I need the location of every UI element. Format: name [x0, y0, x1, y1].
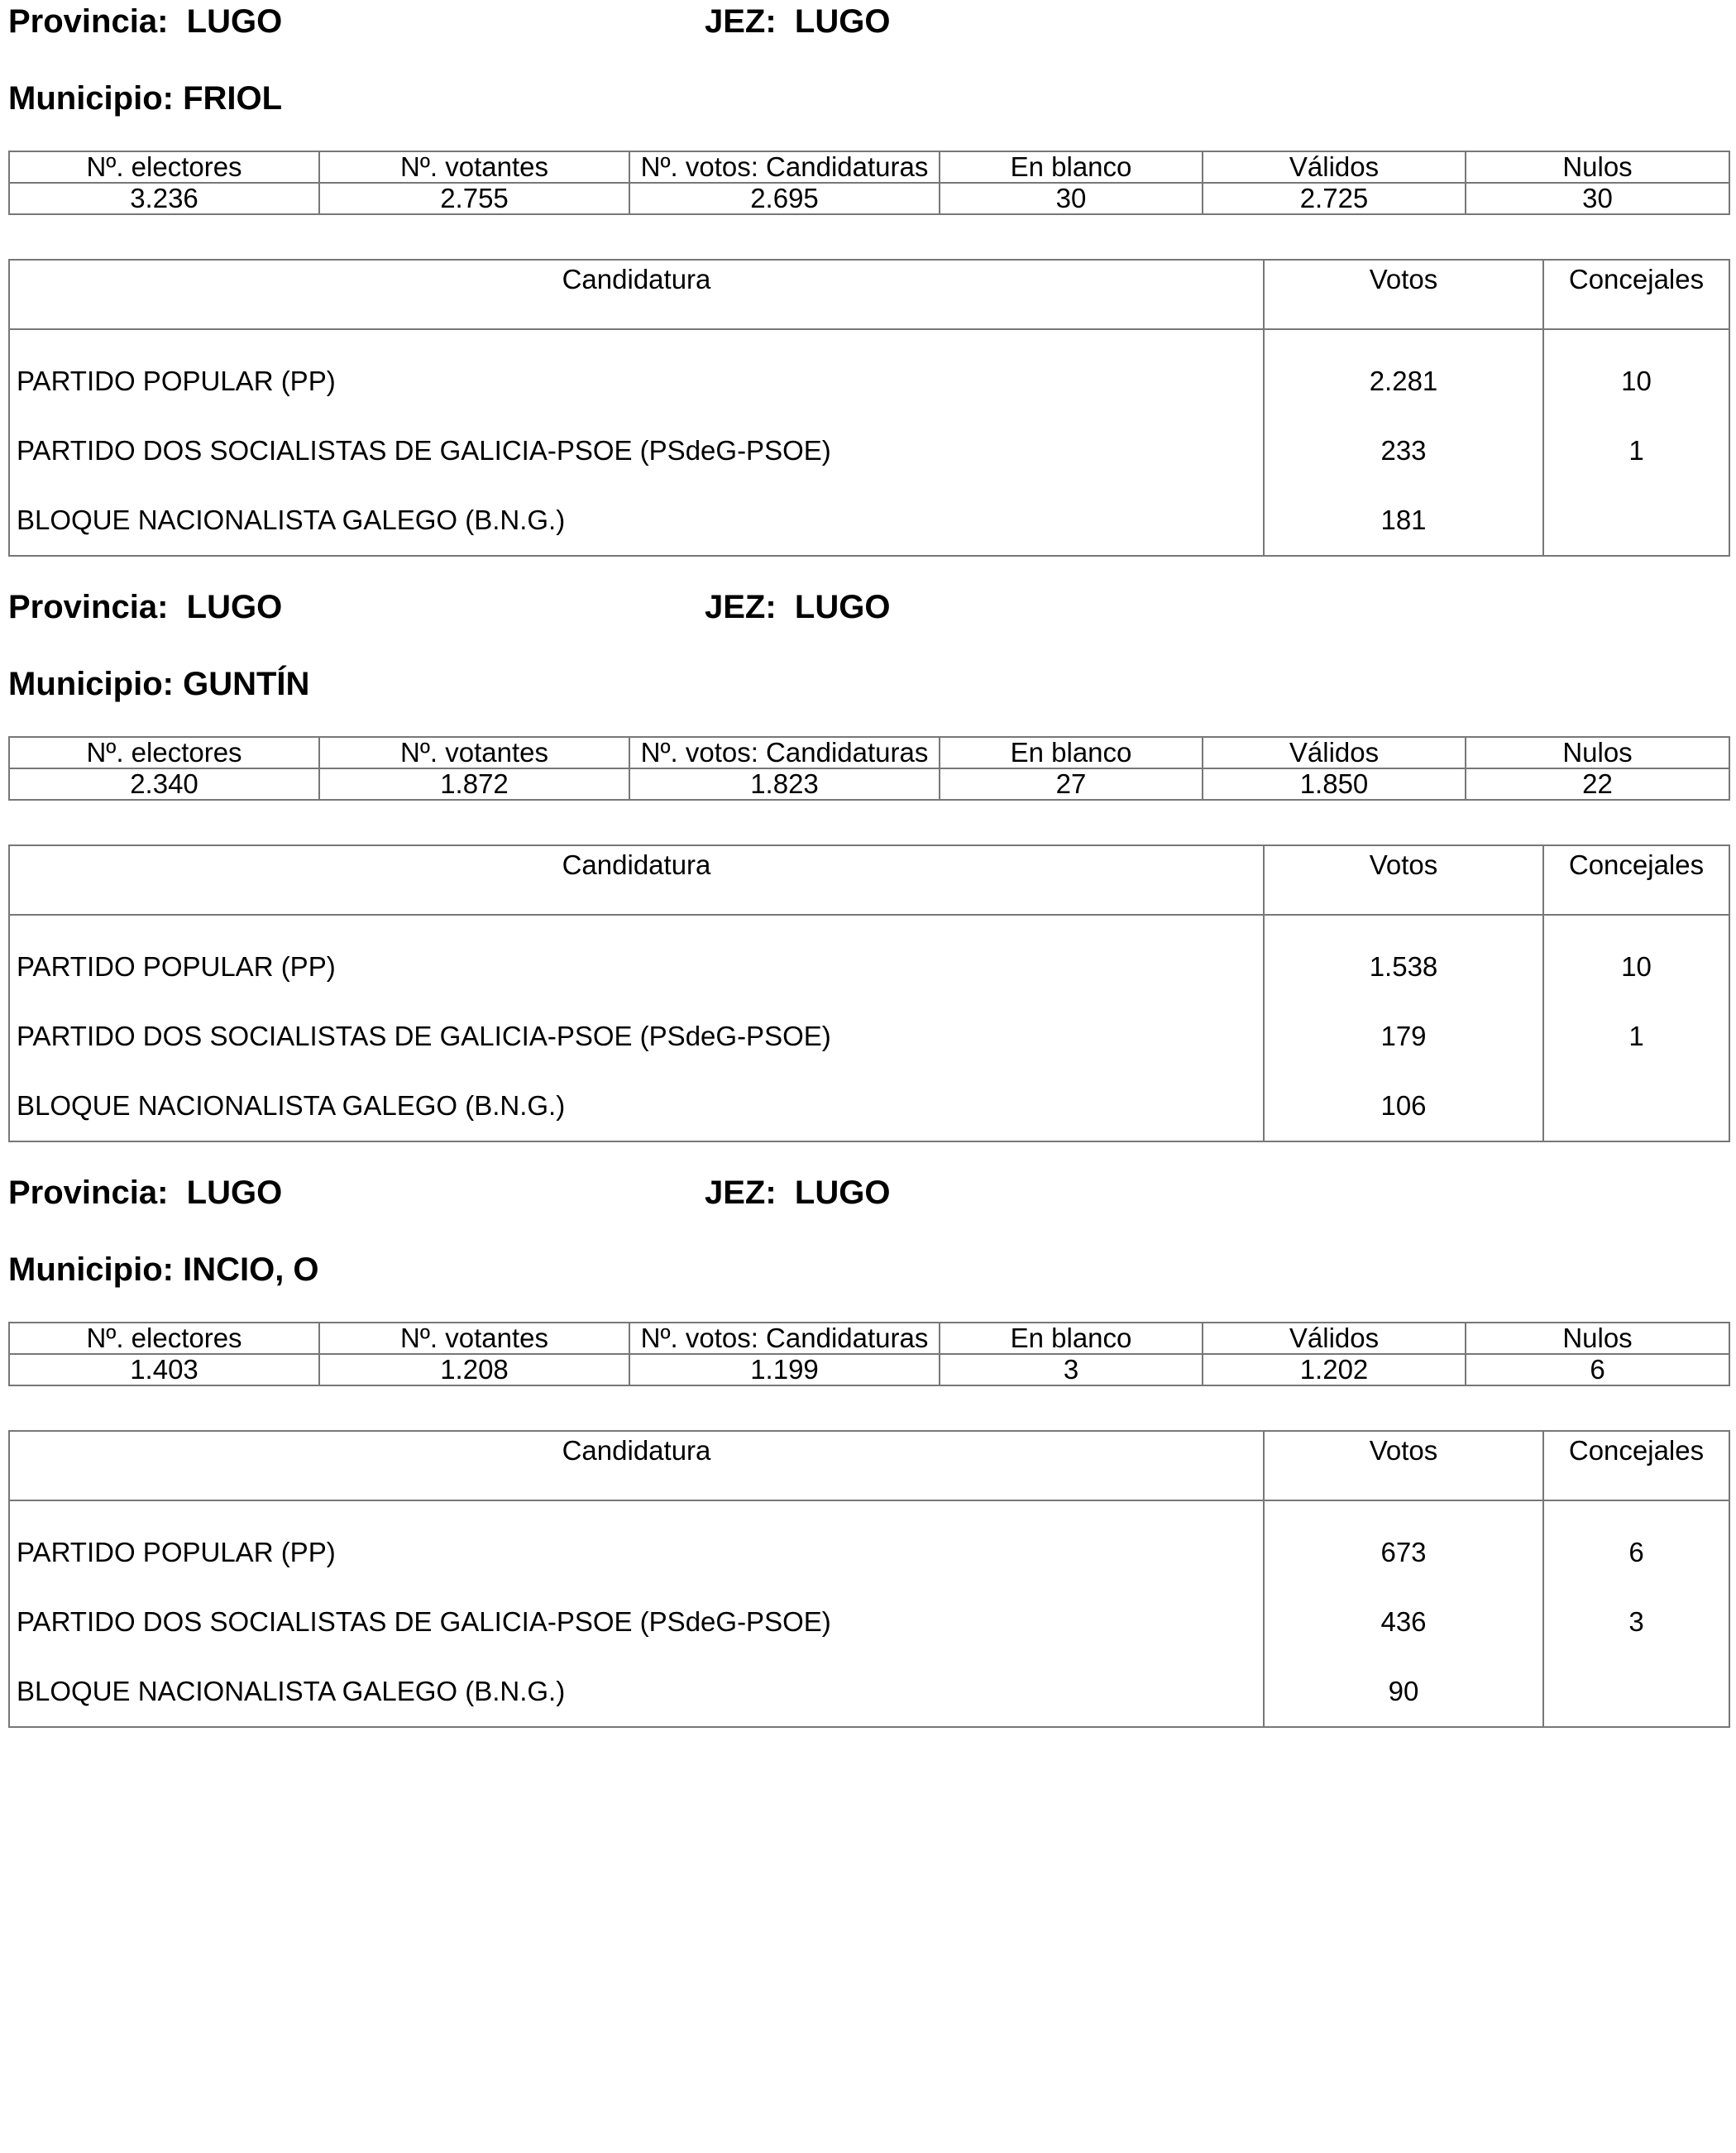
- cand-row: [9, 416, 1729, 486]
- provincia-label: Provincia:: [8, 589, 169, 625]
- jez-heading: [705, 587, 890, 627]
- stats-value-cell: 2.725: [1203, 183, 1466, 214]
- cand-concejales: 1: [1543, 416, 1729, 486]
- stats-value-cell: 3.236: [9, 183, 319, 214]
- stats-value-cell: 6: [1466, 1354, 1729, 1385]
- cand-concejales: 10: [1543, 329, 1729, 416]
- cand-votos: 233: [1264, 416, 1543, 486]
- stats-table: [8, 736, 1730, 801]
- cand-row: [9, 915, 1729, 1002]
- cand-row: [9, 329, 1729, 416]
- municipio-heading: [8, 664, 309, 704]
- cand-concejales: [1543, 486, 1729, 556]
- cand-concejales: 10: [1543, 915, 1729, 1002]
- cand-votos: 1.538: [1264, 915, 1543, 1002]
- cand-header-cell: Concejales: [1543, 260, 1729, 329]
- stats-value-row: [9, 768, 1729, 800]
- candidaturas-table: [8, 844, 1730, 1142]
- cand-row: [9, 1071, 1729, 1141]
- municipio-label: Municipio:: [8, 666, 174, 702]
- stats-header-cell: Nº. votantes: [319, 151, 629, 183]
- stats-value-cell: 2.340: [9, 768, 319, 800]
- cand-name: BLOQUE NACIONALISTA GALEGO (B.N.G.): [9, 1657, 1264, 1727]
- cand-row: [9, 1002, 1729, 1071]
- stats-header-cell: En blanco: [940, 151, 1203, 183]
- municipio-value: FRIOL: [183, 80, 283, 117]
- stats-value-cell: 1.823: [629, 768, 940, 800]
- provincia-value: LUGO: [186, 3, 283, 40]
- cand-header-cell: Votos: [1264, 1431, 1543, 1500]
- stats-value-cell: 1.403: [9, 1354, 319, 1385]
- cand-concejales: 1: [1543, 1002, 1729, 1071]
- cand-name: BLOQUE NACIONALISTA GALEGO (B.N.G.): [9, 486, 1264, 556]
- cand-votos: 90: [1264, 1657, 1543, 1727]
- cand-concejales: 6: [1543, 1500, 1729, 1587]
- stats-header-cell: Válidos: [1203, 737, 1466, 768]
- jez-value: LUGO: [794, 589, 891, 625]
- cand-votos: 2.281: [1264, 329, 1543, 416]
- cand-header-cell: Concejales: [1543, 845, 1729, 915]
- stats-header-cell: Nº. electores: [9, 737, 319, 768]
- stats-value-cell: 1.199: [629, 1354, 940, 1385]
- cand-header-cell: Votos: [1264, 260, 1543, 329]
- cand-concejales: 3: [1543, 1587, 1729, 1657]
- cand-name: PARTIDO DOS SOCIALISTAS DE GALICIA-PSOE (PSdeG-PSOE): [9, 1002, 1264, 1071]
- stats-header-cell: Nulos: [1466, 737, 1729, 768]
- cand-concejales: [1543, 1071, 1729, 1141]
- stats-header-cell: Nº. votos: Candidaturas: [629, 1323, 940, 1354]
- provincia-heading: [8, 2, 282, 41]
- stats-table: [8, 151, 1730, 215]
- stats-header-cell: Nº. electores: [9, 151, 319, 183]
- stats-value-row: [9, 1354, 1729, 1385]
- cand-header-cell: Votos: [1264, 845, 1543, 915]
- stats-value-cell: 1.850: [1203, 768, 1466, 800]
- stats-table: [8, 1322, 1730, 1386]
- cand-header-cell: Candidatura: [9, 845, 1264, 915]
- stats-value-cell: 1.202: [1203, 1354, 1466, 1385]
- cand-header-cell: Candidatura: [9, 1431, 1264, 1500]
- jez-value: LUGO: [794, 1175, 891, 1211]
- stats-value-cell: 30: [1466, 183, 1729, 214]
- stats-header-cell: Nº. electores: [9, 1323, 319, 1354]
- cand-votos: 436: [1264, 1587, 1543, 1657]
- cand-name: PARTIDO DOS SOCIALISTAS DE GALICIA-PSOE (PSdeG-PSOE): [9, 416, 1264, 486]
- stats-value-cell: 2.755: [319, 183, 629, 214]
- cand-header-cell: Candidatura: [9, 260, 1264, 329]
- stats-header-cell: Válidos: [1203, 1323, 1466, 1354]
- municipio-value: INCIO, O: [183, 1251, 319, 1288]
- jez-label: JEZ:: [705, 3, 777, 40]
- stats-value-cell: 1.208: [319, 1354, 629, 1385]
- stats-header-cell: Nulos: [1466, 151, 1729, 183]
- cand-row: [9, 1657, 1729, 1727]
- stats-header-cell: Nº. votos: Candidaturas: [629, 151, 940, 183]
- stats-value-row: [9, 183, 1729, 214]
- cand-row: [9, 486, 1729, 556]
- jez-label: JEZ:: [705, 589, 777, 625]
- cand-votos: 673: [1264, 1500, 1543, 1587]
- stats-header-cell: Nº. votantes: [319, 737, 629, 768]
- stats-header-cell: En blanco: [940, 1323, 1203, 1354]
- provincia-label: Provincia:: [8, 3, 169, 40]
- cand-name: PARTIDO DOS SOCIALISTAS DE GALICIA-PSOE (PSdeG-PSOE): [9, 1587, 1264, 1657]
- cand-name: PARTIDO POPULAR (PP): [9, 329, 1264, 416]
- provincia-value: LUGO: [186, 1175, 283, 1211]
- candidaturas-table: [8, 259, 1730, 557]
- jez-value: LUGO: [794, 3, 891, 40]
- stats-header-cell: En blanco: [940, 737, 1203, 768]
- stats-value-cell: 1.872: [319, 768, 629, 800]
- stats-header-row: [9, 737, 1729, 768]
- municipio-label: Municipio:: [8, 1251, 174, 1288]
- candidaturas-table: [8, 1430, 1730, 1728]
- stats-header-cell: Nulos: [1466, 1323, 1729, 1354]
- municipio-value: GUNTÍN: [183, 666, 310, 702]
- cand-votos: 106: [1264, 1071, 1543, 1141]
- stats-value-cell: 27: [940, 768, 1203, 800]
- municipio-heading: [8, 79, 282, 118]
- cand-name: BLOQUE NACIONALISTA GALEGO (B.N.G.): [9, 1071, 1264, 1141]
- cand-name: PARTIDO POPULAR (PP): [9, 915, 1264, 1002]
- stats-header-cell: Válidos: [1203, 151, 1466, 183]
- cand-header-row: [9, 845, 1729, 915]
- stats-value-cell: 3: [940, 1354, 1203, 1385]
- jez-heading: [705, 2, 890, 41]
- stats-value-cell: 30: [940, 183, 1203, 214]
- provincia-heading: [8, 587, 282, 627]
- jez-label: JEZ:: [705, 1175, 777, 1211]
- jez-heading: [705, 1173, 890, 1213]
- cand-votos: 181: [1264, 486, 1543, 556]
- stats-header-row: [9, 1323, 1729, 1354]
- municipio-label: Municipio:: [8, 80, 174, 117]
- cand-header-cell: Concejales: [1543, 1431, 1729, 1500]
- stats-header-row: [9, 151, 1729, 183]
- provincia-heading: [8, 1173, 282, 1213]
- cand-row: [9, 1587, 1729, 1657]
- cand-votos: 179: [1264, 1002, 1543, 1071]
- stats-value-cell: 2.695: [629, 183, 940, 214]
- provincia-value: LUGO: [186, 589, 283, 625]
- cand-name: PARTIDO POPULAR (PP): [9, 1500, 1264, 1587]
- stats-header-cell: Nº. votantes: [319, 1323, 629, 1354]
- provincia-label: Provincia:: [8, 1175, 169, 1211]
- stats-header-cell: Nº. votos: Candidaturas: [629, 737, 940, 768]
- cand-concejales: [1543, 1657, 1729, 1727]
- cand-header-row: [9, 1431, 1729, 1500]
- cand-header-row: [9, 260, 1729, 329]
- cand-row: [9, 1500, 1729, 1587]
- municipio-heading: [8, 1250, 319, 1289]
- stats-value-cell: 22: [1466, 768, 1729, 800]
